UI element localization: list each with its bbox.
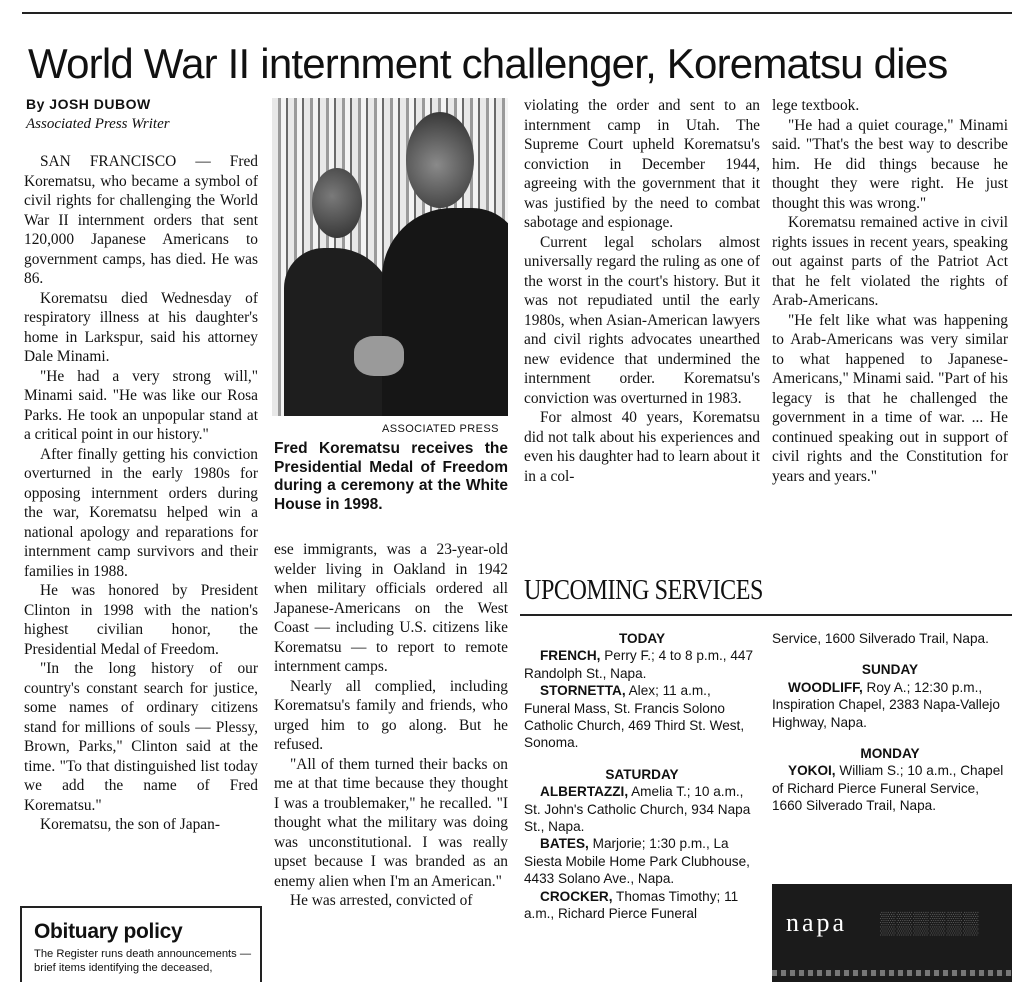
paragraph: He was honored by President Clinton in 1998 with the nation's highest civilian honor, the Presidential Medal of Freedom. — [24, 582, 258, 658]
day-heading: SUNDAY — [861, 662, 919, 678]
service-details: Roy A.; 12:30 p.m., Inspiration Chapel, 2383 Napa-Vallejo Highway, Napa. — [772, 679, 1000, 730]
napa-logo-bar — [772, 970, 1012, 976]
byline-title: Associated Press Writer — [26, 116, 170, 132]
photo-credit: ASSOCIATED PRESS — [382, 423, 499, 435]
services-column-2 — [772, 630, 1008, 815]
paragraph: He was arrested, convicted of — [290, 892, 473, 909]
photo-figure-left — [284, 248, 394, 416]
photo-handshake — [354, 336, 404, 376]
service-details: Service, 1600 Silverado Trail, Napa. — [772, 631, 989, 646]
article-column-1 — [24, 152, 258, 835]
day-heading: MONDAY — [860, 746, 920, 762]
napa-logo-word: napa — [786, 908, 848, 937]
service-entry — [524, 783, 760, 835]
paragraph: "All of them turned their backs on me at that time because they thought I was a troublemaker," he recalled. "I thought what the military was doing was unconstitutional. I was really upset because I was branded as an enemy alien when I'm an American." — [274, 755, 508, 890]
photo-head-right — [406, 112, 474, 208]
service-details: Alex; 11 a.m., Funeral Mass, St. Francis Solono Catholic Church, 469 Third St. West, Sonoma. — [524, 683, 745, 751]
service-entry — [772, 762, 1008, 814]
paragraph: "He had a quiet courage," Minami said. "That's the best way to describe him. He did things because he thought they were right. He just thought this was wrong." — [772, 116, 1008, 212]
policy-title: Obituary policy — [34, 920, 183, 943]
service-details: Marjorie; 1:30 p.m., La Siesta Mobile Home Park Clubhouse, 4433 Solano Ave., Napa. — [524, 836, 750, 887]
services-column-1 — [524, 630, 760, 923]
paragraph: After finally getting his conviction overturned in the early 1980s for opposing internment orders during the war, Korematsu helped win a national apology and reparations for internment camp survivors and their families in 1988. — [24, 445, 258, 580]
service-entry — [772, 679, 1008, 731]
services-rule — [520, 614, 1012, 616]
deceased-name: YOKOI, — [788, 763, 836, 779]
service-entry — [524, 647, 760, 682]
paragraph: lege textbook. — [772, 97, 860, 114]
napa-logo-faded: ▒▒▒▒▒▒ — [880, 910, 980, 935]
paragraph: Current legal scholars almost universally regard the ruling as one of the worst in the court's history. But it was not repudiated until the early 1980s, when Asian-American lawyers and civil rights advocates unearthed new evidence that undermined the internment order. Korematsu's conviction was overturned in 1983. — [524, 233, 760, 407]
paragraph: Korematsu, the son of Japan- — [40, 816, 220, 833]
paragraph: violating the order and sent to an internment camp in Utah. The Supreme Court upheld Korematsu's conviction in December 1944, agreeing with the government that it was justified by the need to combat sabotage and espionage. — [524, 97, 760, 231]
news-photo — [272, 98, 508, 416]
service-entry — [524, 835, 760, 887]
service-entry — [524, 682, 760, 752]
service-details: Thomas Timothy; 11 a.m., Richard Pierce Funeral — [524, 888, 739, 922]
service-details: Perry F.; 4 to 8 p.m., 447 Randolph St., Napa. — [524, 648, 754, 681]
services-title: UPCOMING SERVICES — [524, 575, 763, 606]
photo-figure-right — [382, 208, 508, 416]
paragraph: Korematsu died Wednesday of respiratory illness at his daughter's home in Larkspur, said his attorney Dale Minami. — [24, 289, 258, 365]
byline: By JOSH DUBOW — [26, 96, 151, 112]
deceased-name: CROCKER, — [540, 888, 613, 904]
service-entry — [524, 888, 760, 923]
paragraph: Korematsu remained active in civil rights issues in recent years, speaking out against parts of the Patriot Act that he felt violated the rights of Arab-Americans. — [772, 214, 1008, 309]
article-column-3 — [524, 96, 760, 486]
service-details: Amelia T.; 10 a.m., St. John's Catholic Church, 934 Napa St., Napa. — [524, 784, 751, 835]
deceased-name: WOODLIFF, — [788, 679, 863, 695]
top-rule — [22, 12, 1012, 14]
day-heading: TODAY — [618, 631, 666, 646]
paragraph: "He felt like what was happening to Arab-Americans was very similar to what happened to Japanese-Americans," Minami said. "Part of his legacy is that he challenged the government in a time of war. ... He continued speaking out in support of civil rights and the Constitution for years and years." — [772, 311, 1008, 485]
article-column-2 — [274, 540, 508, 911]
policy-text: The Register runs death announcements — brief items identifying the deceased, — [34, 948, 252, 974]
deceased-name: ALBERTAZZI, — [540, 784, 629, 800]
paragraph: SAN FRANCISCO — Fred Korematsu, who became a symbol of civil rights for challenging the World War II internment orders that sent 120,000 Japanese Americans to government camps, has died. He was 86. — [24, 153, 258, 287]
service-details: William S.; 10 a.m., Chapel of Richard Pierce Funeral Service, 1660 Silverado Trail, Napa. — [772, 763, 1004, 814]
photo-caption: Fred Korematsu receives the Presidential Medal of Freedom during a ceremony at the White House in 1998. — [274, 440, 508, 513]
obituary-policy-box — [20, 906, 262, 982]
paragraph: ese immigrants, was a 23-year-old welder living in Oakland in 1942 when military officials ordered all Japanese-Americans on the West Coast — including U.S. citizens like Korematsu — to report to remote internment camps. — [274, 541, 508, 675]
paragraph: "In the long history of our country's constant search for justice, some names of ordinary citizens stand for millions of souls — Plessy, Brown, Parks," Clinton said at the time. "To that distinguished list today we add the name of Fred Korematsu." — [24, 660, 258, 814]
paragraph: "He had a very strong will," Minami said. "He was like our Rosa Parks. He took an unpopular stand at a critical point in our history." — [24, 367, 258, 443]
deceased-name: STORNETTA, — [540, 683, 626, 699]
paragraph: Nearly all complied, including Korematsu's family and friends, who urged him to go along. But he refused. — [274, 677, 508, 753]
headline: World War II internment challenger, Korematsu dies — [28, 40, 948, 87]
paragraph: For almost 40 years, Korematsu did not talk about his experiences and even his daughter had to learn about it in a col- — [524, 409, 760, 485]
deceased-name: FRENCH, — [540, 648, 601, 664]
day-heading: SATURDAY — [605, 766, 679, 782]
article-column-4 — [772, 96, 1008, 486]
deceased-name: BATES, — [540, 836, 589, 852]
napa-logo-ad — [772, 884, 1012, 982]
photo-head-left — [312, 168, 362, 238]
